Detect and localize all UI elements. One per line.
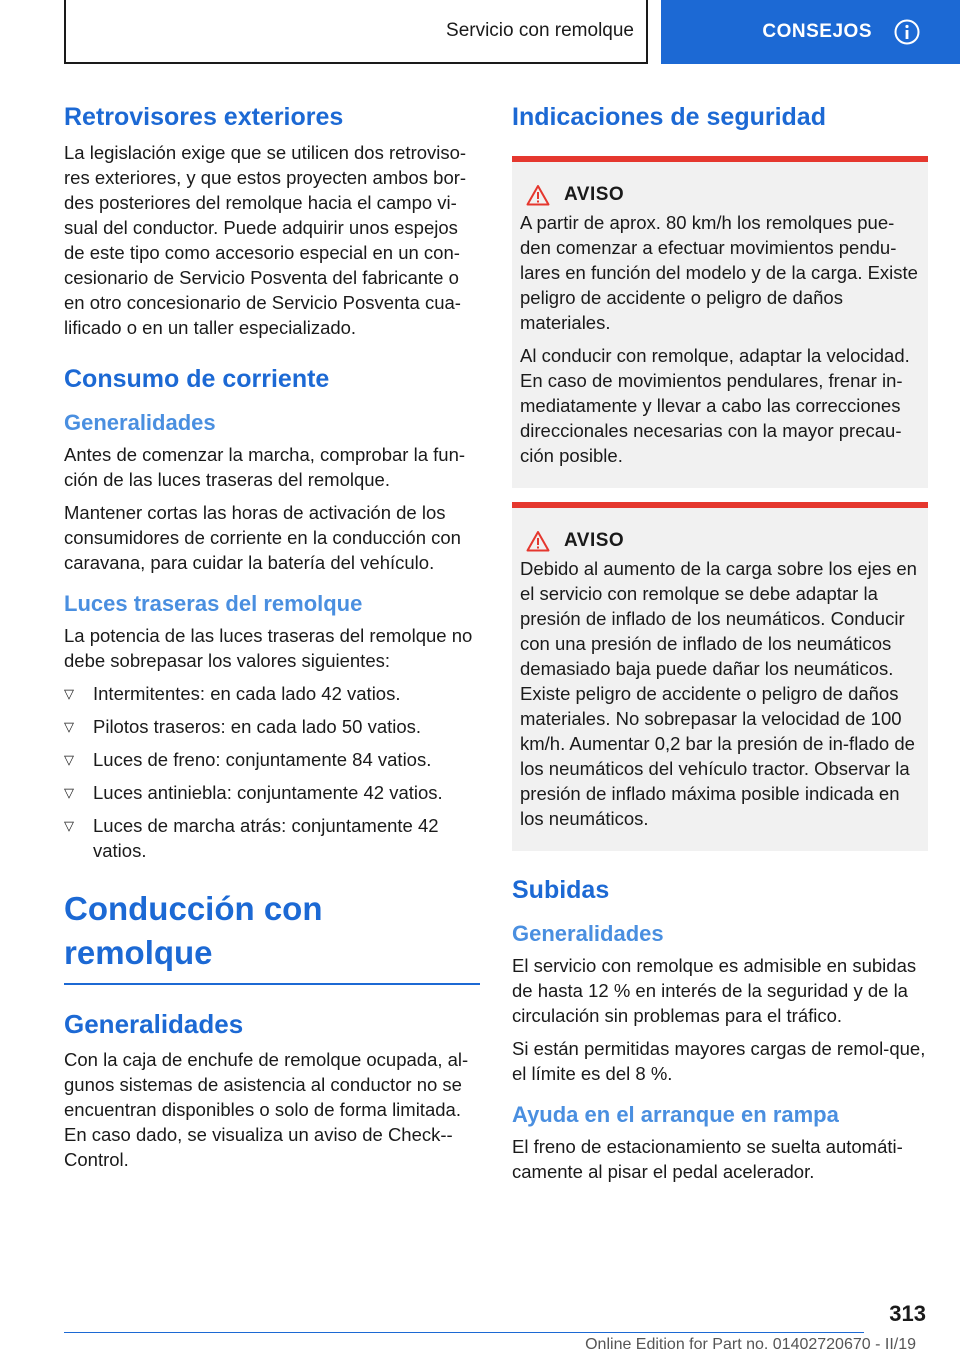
info-circle-icon[interactable] [894, 19, 920, 45]
warning-box-1 [512, 156, 928, 488]
triangle-bullet-icon: ▽ [64, 686, 74, 701]
list-item: ▽ Pilotos traseros: en cada lado 50 vatios. [64, 716, 422, 737]
warning-title-1: AVISO [564, 184, 625, 205]
consumo-paragraph-1: Antes de comenzar la marcha, comprobar la fun-ción de las luces traseras del remolque. [64, 444, 466, 490]
ayuda-text: El freno de estacionamiento se suelta automáti-camente al pisar el pedal acelerador. [512, 1136, 903, 1182]
retrovisores-heading: Retrovisores exteriores [64, 103, 344, 131]
header-section-title [64, 0, 648, 64]
triangle-bullet-icon: ▽ [64, 785, 74, 800]
page-number: 313 [889, 1301, 926, 1326]
warning-1-paragraph-2: Al conducir con remolque, adaptar la velocidad. En caso de movimientos pendulares, frenar in-mediatamente y llevar a cabo las correcciones direccionales necesarias con la mayor precau-ción posible. [520, 345, 910, 466]
generalidades-heading-2: Generalidades [64, 1009, 244, 1039]
section-title: Servicio con remolque [446, 20, 634, 41]
subidas-heading: Subidas [512, 876, 610, 904]
subidas-paragraph-1: El servicio con remolque es admisible en subidas de hasta 12 % en interés de la seguridad y de la circulación sin problemas para el tráfico. [512, 955, 917, 1026]
list-item: ▽ Luces de marcha atrás: conjuntamente 42 vatios. [64, 815, 439, 861]
generalidades-heading-1: Generalidades [64, 410, 216, 435]
warning-box-2 [512, 502, 928, 851]
warning-triangle-icon [526, 530, 550, 552]
consejos-tab[interactable] [661, 0, 960, 64]
retrovisores-text: La legislación exige que se utilicen dos retroviso-res exteriores, y que estos proyecten ambos bor-des posteriores del remolque hacia el campo vi-sual del conductor. Puede adquirir unos espejos de este tipo como accesorio especial en un con-cesionario de Servicio Posventa del fabricante o en otro concesionario de Servicio Posventa cua-lificado o en un taller especializado. [64, 142, 467, 338]
edition-text: Online Edition for Part no. 01402720670 - II/19 [585, 1336, 916, 1353]
right-column [512, 100, 928, 1192]
seguridad-heading: Indicaciones de seguridad [512, 103, 826, 131]
ayuda-heading: Ayuda en el arranque en rampa [512, 1102, 839, 1127]
left-column [64, 100, 480, 1180]
consejos-label: CONSEJOS [762, 21, 872, 42]
luces-heading: Luces traseras del remolque [64, 591, 363, 616]
warning-triangle-icon [526, 184, 550, 206]
triangle-bullet-icon: ▽ [64, 719, 74, 734]
luces-list [64, 681, 480, 863]
triangle-bullet-icon: ▽ [64, 818, 74, 833]
luces-intro: La potencia de las luces traseras del remolque no debe sobrepasar los valores siguientes: [64, 625, 473, 671]
warning-2-paragraph-1: Debido al aumento de la carga sobre los ejes en el servicio con remolque se debe adaptar la presión de inflado de los neumáticos. Conducir con una presión de inflado de los neumáticos demasiado baja puede dañar los neumáticos. Existe peligro de accidente o peligro de daños materiales. No sobrepasar la velocidad de 100 km/h. Aumentar 0,2 bar la presión de in-flado de los neumáticos del vehículo tractor. Observar la presión de inflado máxima posible indicada en los neumáticos. [520, 558, 917, 829]
list-item: ▽ Intermitentes: en cada lado 42 vatios. [64, 683, 401, 704]
conduccion-heading: Conducción con remolque [64, 887, 480, 985]
conduccion-text: Con la caja de enchufe de remolque ocupada, al-gunos sistemas de asistencia al conductor no se encuentran disponibles o solo de forma limitada. En caso dado, se visualiza un aviso de Check--Control. [64, 1049, 469, 1170]
list-item: ▽ Luces antiniebla: conjuntamente 42 vatios. [64, 782, 443, 803]
triangle-bullet-icon: ▽ [64, 752, 74, 767]
footer-divider [64, 1332, 864, 1333]
subidas-paragraph-2: Si están permitidas mayores cargas de remol-que, el límite es del 8 %. [512, 1038, 926, 1084]
consumo-heading: Consumo de corriente [64, 365, 330, 393]
list-item: ▽ Luces de freno: conjuntamente 84 vatios. [64, 749, 432, 770]
consumo-paragraph-2: Mantener cortas las horas de activación de los consumidores de corriente en la conducción con caravana, para cuidar la batería del vehículo. [64, 502, 461, 573]
warning-title-2: AVISO [564, 530, 625, 551]
warning-1-paragraph-1: A partir de aprox. 80 km/h los remolques pue-den comenzar a efectuar movimientos pendu-lares en función del modelo y de la carga. Existe peligro de accidente o peligro de daños materiales. [520, 212, 918, 333]
generalidades-heading-3: Generalidades [512, 921, 664, 946]
